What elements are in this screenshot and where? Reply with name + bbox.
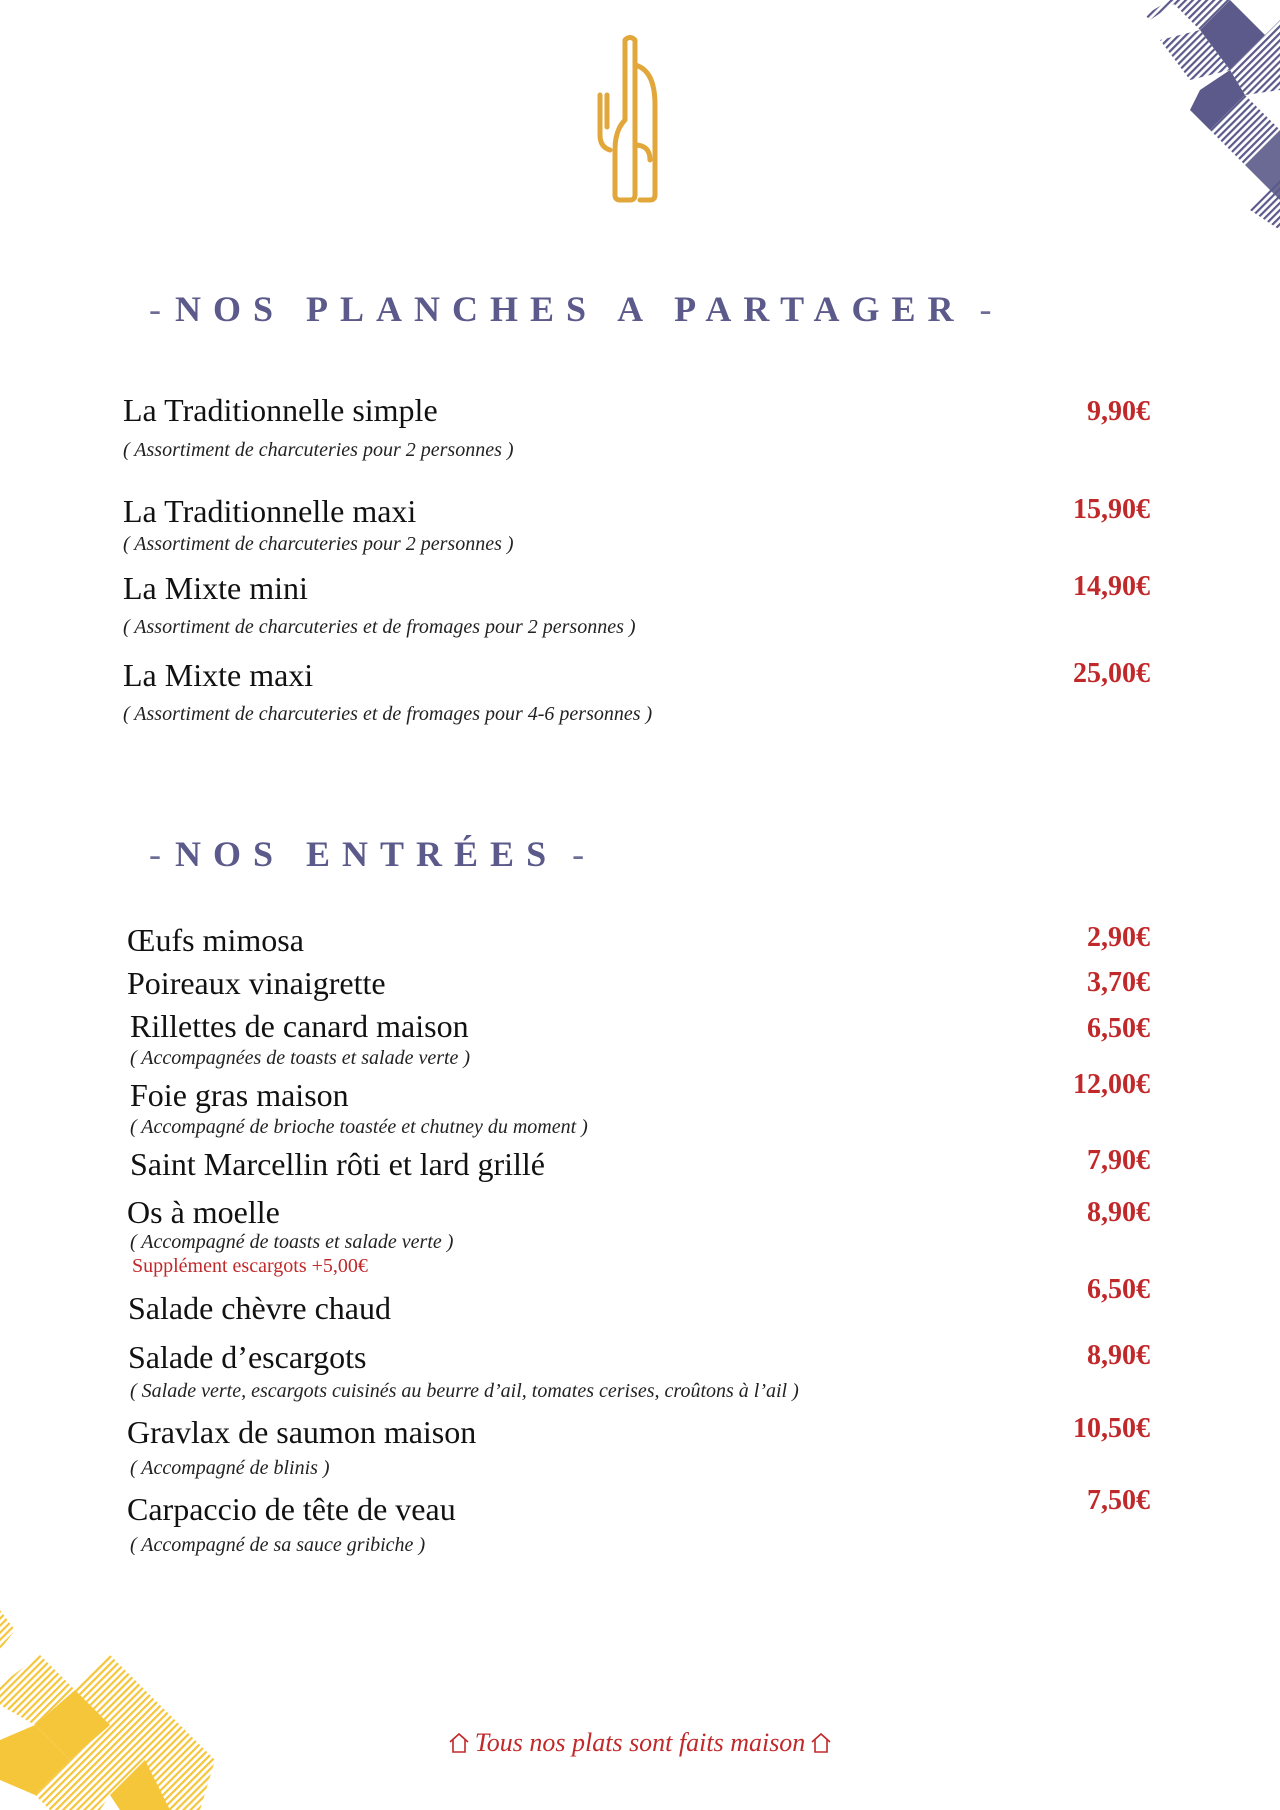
gingham-decoration-bottom	[0, 1610, 240, 1810]
gingham-decoration-top	[1050, 0, 1280, 240]
footer-note	[0, 1728, 1280, 1758]
item-name: La Traditionnelle maxi	[123, 493, 417, 529]
item-name: Os à moelle	[127, 1194, 280, 1230]
item-description: ( Accompagnées de toasts et salade verte )	[130, 1047, 471, 1069]
item-name: Poireaux vinaigrette	[127, 965, 386, 1001]
item-price: 6,50€	[1087, 1274, 1150, 1305]
item-description: ( Accompagné de brioche toastée et chutney du moment )	[130, 1116, 588, 1138]
item-name: Gravlax de saumon maison	[127, 1414, 477, 1450]
item-price: 8,90€	[1087, 1197, 1150, 1228]
item-description: ( Salade verte, escargots cuisinés au beurre d’ail, tomates cerises, croûtons à l’ail )	[130, 1380, 799, 1402]
item-description: ( Assortiment de charcuteries pour 2 personnes )	[123, 439, 514, 461]
item-name: Saint Marcellin rôti et lard grillé	[130, 1146, 545, 1182]
house-icon	[447, 1731, 471, 1755]
item-price: 14,90€	[1073, 571, 1150, 602]
item-price: 2,90€	[1087, 922, 1150, 953]
item-price: 7,50€	[1087, 1485, 1150, 1516]
item-name: Salade d’escargots	[128, 1339, 367, 1375]
item-price: 3,70€	[1087, 967, 1150, 998]
item-name: La Mixte mini	[123, 570, 308, 606]
item-price: 10,50€	[1073, 1413, 1150, 1444]
section-title-planches: - NOS PLANCHES A PARTAGER -	[149, 289, 992, 329]
item-price: 15,90€	[1073, 494, 1150, 525]
footer-text: Tous nos plats sont faits maison	[474, 1728, 806, 1757]
item-price: 7,90€	[1087, 1145, 1150, 1176]
section-title-planches-text: NOS PLANCHES A PARTAGER	[175, 289, 966, 329]
item-price: 8,90€	[1087, 1340, 1150, 1371]
item-description: ( Assortiment de charcuteries et de fromages pour 4-6 personnes )	[123, 703, 653, 725]
item-name: Foie gras maison	[130, 1077, 349, 1113]
item-description: ( Accompagné de toasts et salade verte )	[130, 1231, 454, 1253]
item-supplement: Supplément escargots +5,00€	[132, 1255, 368, 1277]
item-description: ( Assortiment de charcuteries et de fromages pour 2 personnes )	[123, 616, 636, 638]
item-name: Rillettes de canard maison	[130, 1008, 469, 1044]
section-title-entrees-text: NOS ENTRÉES	[175, 834, 559, 874]
item-price: 25,00€	[1073, 658, 1150, 689]
item-name: Carpaccio de tête de veau	[127, 1491, 456, 1527]
item-price: 12,00€	[1073, 1069, 1150, 1100]
item-name: La Traditionnelle simple	[123, 392, 438, 428]
house-icon	[809, 1731, 833, 1755]
item-description: ( Accompagné de sa sauce gribiche )	[130, 1534, 426, 1556]
item-price: 6,50€	[1087, 1013, 1150, 1044]
fork-knife-logo-icon	[595, 35, 675, 205]
section-title-entrees: - NOS ENTRÉES -	[149, 834, 585, 874]
item-description: ( Accompagné de blinis )	[130, 1457, 330, 1479]
item-name: Salade chèvre chaud	[128, 1290, 391, 1326]
item-price: 9,90€	[1087, 396, 1150, 427]
item-description: ( Assortiment de charcuteries pour 2 personnes )	[123, 533, 514, 555]
item-name: Œufs mimosa	[127, 922, 304, 958]
item-name: La Mixte maxi	[123, 657, 314, 693]
